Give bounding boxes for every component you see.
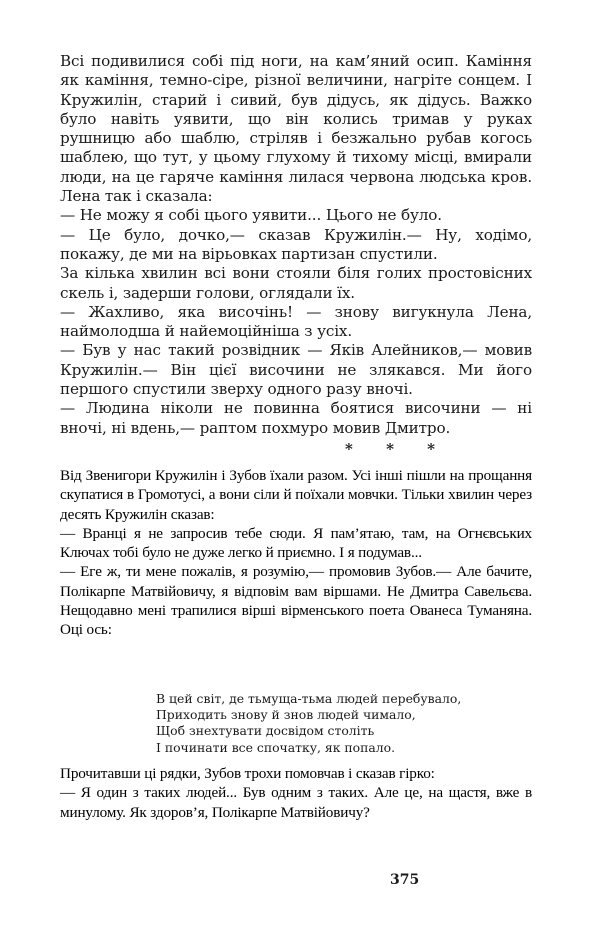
poem-line: В цей світ, де тьмуща-тьма людей перебувало, [156, 691, 462, 706]
paragraph: — Людина ніколи не повинна боятися височини — ні вночі, ні вдень,— раптом похмуро мовив Дмитро. [60, 399, 532, 437]
paragraph: Прочитавши ці рядки, Зубов трохи помовчав і сказав гірко: [60, 765, 435, 782]
paragraph: — Не можу я собі цього уявити... Цього не було. [60, 206, 442, 225]
poem-quote [156, 691, 461, 756]
paragraph: — Був у нас такий розвідник — Яків Алейников,— мовив Кружилін.— Він цієї височини не злякався. Ми його першого спустили зверху одного разу вночі. [60, 341, 532, 399]
paragraph: — Еге ж, ти мене пожалів, я розумію,— промовив Зубов.— Але бачите, Полікарпе Матвійовичу, я відповім вам віршами. Не Дмитра Савельєва. Нещодавно мені трапилися вірші вірменського поета Ованеса Туманяна. Оці ось: [60, 563, 532, 639]
page-number: 375 [390, 872, 420, 888]
paragraph: — Жахливо, яка височінь! — знову вигукнула Лена, наймолодша й найемоційніша з усіх. [60, 302, 532, 341]
paragraph: — Це було, дочко,— сказав Кружилін.— Ну, ходімо, покажу, де ми на вірьовках партизан спустили. [60, 225, 532, 263]
poem-line: Щоб знехтувати досвідом століть [156, 723, 375, 739]
paragraph: — Я один з таких людей... Був одним з таких. Але це, на щастя, вже в минулому. Як здоров’я, Полікарпе Матвійовичу? [60, 784, 532, 821]
text-block-2 [60, 466, 532, 640]
text-block-3 [60, 764, 532, 822]
poem-line: І починати все спочатку, як попало. [156, 739, 396, 755]
paragraph: За кілька хвилин всі вони стояли біля голих простовісних скель і, задерши голови, оглядали їх. [60, 264, 532, 302]
text-block-1 [60, 52, 532, 438]
poem-line: Приходить знову й знов людей чимало, [156, 707, 416, 723]
paragraph: — Вранці я не запросив тебе сюди. Я пам’ятаю, там, на Огнєвських Ключах тобі було не дуже легко й приємно. І я подумав... [60, 524, 532, 562]
paragraph: Від Звенигори Кружилін і Зубов їхали разом. Усі інші пішли на прощання скупатися в Громотусі, а вони сіли й поїхали мовчки. Тільки хвилин через десять Кружилін сказав: [60, 467, 532, 523]
section-separator: * * * [345, 440, 449, 458]
paragraph: Всі подивилися собі під ноги, на кам’яний осип. Каміння як каміння, темно-сіре, різної величини, нагріте сонцем. І Кружилін, старий і сивий, був дідусь, як дідусь. Важко було навіть уявити, що він колись тримав у руках рушницю або шаблю, стріляв і безжально рубав когось шаблею, що тут, у цьому глухому й тихому місці, вмирали люди, на це гаряче каміння лилася червона людська кров. Лена так і сказала: [60, 52, 532, 206]
